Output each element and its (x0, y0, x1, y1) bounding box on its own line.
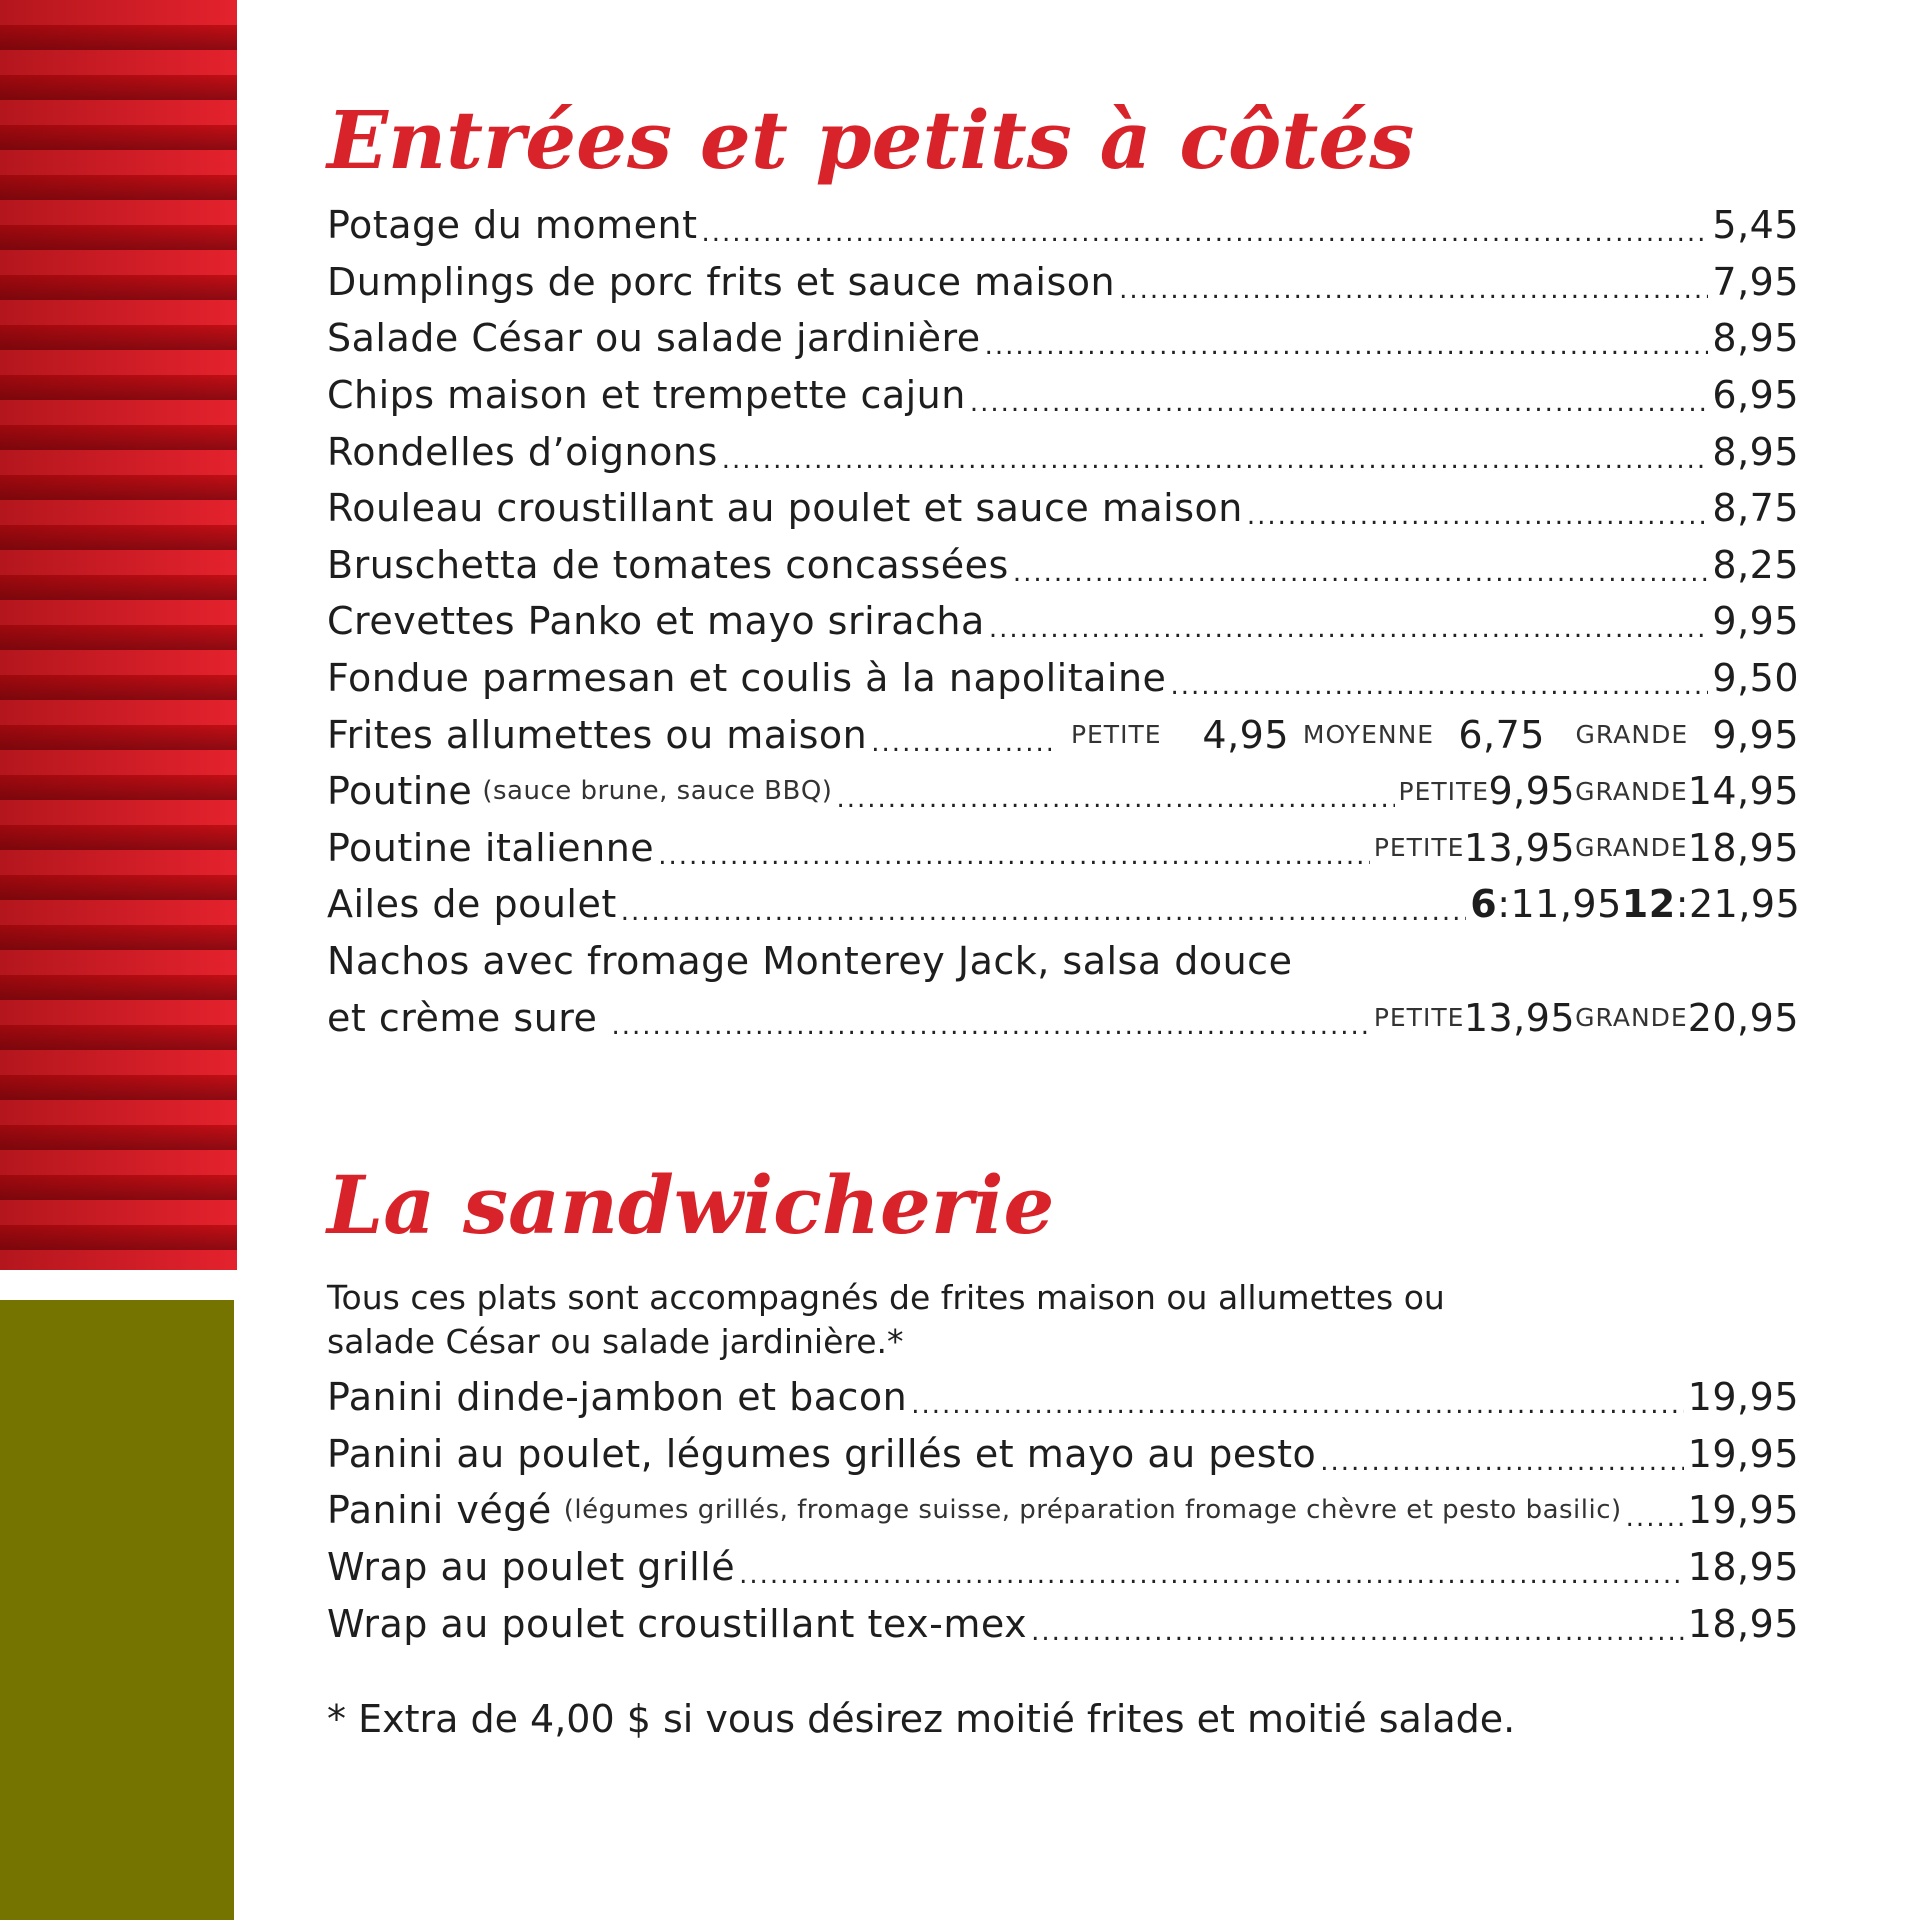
menu-item (327, 1426, 1799, 1483)
sandwicherie-intro (327, 1276, 1627, 1364)
item-price: 19,95 (1687, 1375, 1799, 1420)
menu-item (327, 1369, 1799, 1426)
dot-leader (1247, 501, 1709, 531)
quantity-separator: : (1675, 882, 1689, 927)
item-name-continued: et crème sure (327, 995, 598, 1040)
item-name: Poutine (327, 769, 473, 814)
size-price: 9,95 (1488, 769, 1576, 814)
size-label: GRANDE (1575, 776, 1688, 806)
menu-item (327, 593, 1799, 650)
menu-item-ailes-de-poulet (327, 876, 1799, 933)
size-price: 20,95 (1687, 995, 1799, 1040)
item-price: 8,75 (1712, 486, 1799, 531)
menu-item (327, 1482, 1799, 1539)
item-name: Potage du moment (327, 203, 698, 248)
item-name: Dumplings de porc frits et sauce maison (327, 259, 1116, 304)
item-name: Rondelles d’oignons (327, 429, 718, 474)
dot-leader (1170, 671, 1708, 701)
dot-leader (985, 331, 1709, 361)
item-name: Rouleau croustillant au poulet et sauce maison (327, 486, 1243, 531)
size-label: GRANDE (1575, 720, 1689, 750)
size-price: 18,95 (1687, 825, 1799, 870)
dot-leader (722, 445, 1709, 475)
footnote: * Extra de 4,00 $ si vous désirez moitié frites et moitié salade. (327, 1697, 1516, 1741)
menu-item-poutine-italienne (327, 820, 1799, 877)
item-name: Panini dinde-jambon et bacon (327, 1375, 908, 1420)
item-price: 19,95 (1687, 1431, 1799, 1476)
item-note: (légumes grillés, fromage suisse, préparation fromage chèvre et pesto basilic) (563, 1495, 1622, 1526)
item-price: 19,95 (1687, 1488, 1799, 1533)
size-price: 6,75 (1458, 712, 1545, 757)
menu-item (327, 423, 1799, 480)
quantity-label: 12 (1621, 882, 1676, 927)
dot-leader (836, 784, 1394, 814)
size-price: 4,95 (1202, 712, 1290, 757)
item-price: 8,25 (1712, 542, 1799, 587)
size-price: 14,95 (1687, 769, 1799, 814)
size-label: PETITE (1070, 720, 1162, 750)
item-name: Chips maison et trempette cajun (327, 373, 966, 418)
size-price: 13,95 (1463, 995, 1576, 1040)
item-price: 7,95 (1712, 259, 1799, 304)
dot-leader (739, 1560, 1684, 1590)
size-label: MOYENNE (1302, 720, 1435, 750)
dot-leader (989, 614, 1709, 644)
dot-leader (1013, 558, 1709, 588)
item-name: Crevettes Panko et mayo sriracha (327, 599, 985, 644)
menu-item (327, 310, 1799, 367)
dot-leader (1626, 1503, 1684, 1533)
item-price: 8,95 (1712, 316, 1799, 361)
entrees-list (327, 197, 1799, 1046)
item-name: Wrap au poulet croustillant tex-mex (327, 1601, 1028, 1646)
sandwicherie-list (327, 1369, 1799, 1652)
size-label: PETITE (1398, 776, 1490, 806)
dot-leader (621, 897, 1466, 927)
item-name: Panini au poulet, légumes grillés et mayo au pesto (327, 1431, 1317, 1476)
item-price: 6,95 (1712, 373, 1799, 418)
quantity-separator: : (1497, 882, 1511, 927)
dot-leader (970, 388, 1709, 418)
item-name: Bruschetta de tomates concassées (327, 542, 1009, 587)
dot-leader (1119, 275, 1708, 305)
item-price: 18,95 (1687, 1601, 1799, 1646)
dot-leader (871, 728, 1051, 758)
menu-item (327, 480, 1799, 537)
olive-color-block (0, 1300, 234, 1920)
menu-item-nachos (327, 989, 1799, 1046)
intro-line: Tous ces plats sont accompagnés de frites maison ou allumettes ou (327, 1278, 1445, 1317)
item-name: Nachos avec fromage Monterey Jack, salsa douce (327, 939, 1293, 984)
size-label: GRANDE (1575, 1003, 1688, 1033)
item-price: 9,50 (1712, 656, 1799, 701)
quantity-price: 21,95 (1689, 882, 1801, 927)
dot-leader (611, 1011, 1369, 1041)
dot-leader (1320, 1447, 1683, 1477)
size-label: GRANDE (1575, 833, 1688, 863)
menu-item-poutine (327, 763, 1799, 820)
section-title-sandwicherie: La sandwicherie (327, 1158, 1055, 1252)
item-note: (sauce brune, sauce BBQ) (482, 776, 833, 807)
menu-item (327, 1595, 1799, 1652)
size-price: 9,95 (1712, 712, 1799, 757)
quantity-label: 6 (1470, 882, 1498, 927)
item-name: Poutine italienne (327, 825, 655, 870)
menu-item (327, 197, 1799, 254)
menu-item-frites (327, 706, 1799, 763)
menu-item-nachos-line1 (327, 933, 1799, 990)
menu-item (327, 537, 1799, 594)
dot-leader (702, 218, 1709, 248)
item-price: 18,95 (1687, 1545, 1799, 1590)
intro-line: salade César ou salade jardinière.* (327, 1322, 904, 1361)
section-title-entrees: Entrées et petits à côtés (327, 93, 1415, 187)
size-label: PETITE (1373, 1003, 1465, 1033)
size-label: PETITE (1373, 833, 1465, 863)
red-stripe-band (0, 0, 237, 1270)
menu-item (327, 650, 1799, 707)
item-name: Ailes de poulet (327, 882, 617, 927)
item-name: Frites allumettes ou maison (327, 712, 868, 757)
item-name: Salade César ou salade jardinière (327, 316, 981, 361)
item-price: 8,95 (1712, 429, 1799, 474)
item-name: Wrap au poulet grillé (327, 1545, 736, 1590)
item-price: 9,95 (1712, 599, 1799, 644)
dot-leader (1031, 1617, 1684, 1647)
menu-item (327, 1539, 1799, 1596)
dot-leader (911, 1390, 1683, 1420)
quantity-price: 11,95 (1510, 882, 1622, 927)
item-name: Panini végé (327, 1488, 552, 1533)
item-price: 5,45 (1712, 203, 1799, 248)
item-name: Fondue parmesan et coulis à la napolitaine (327, 656, 1167, 701)
dot-leader (658, 841, 1370, 871)
menu-item (327, 254, 1799, 311)
size-price: 13,95 (1463, 825, 1576, 870)
menu-item (327, 367, 1799, 424)
